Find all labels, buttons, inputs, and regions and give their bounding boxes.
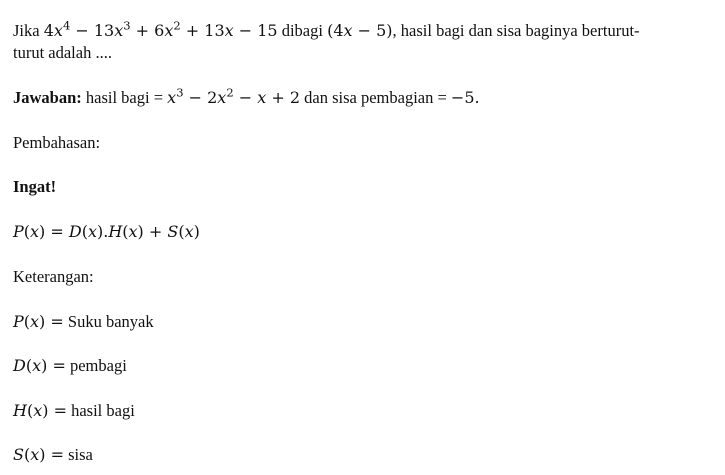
keterangan-heading: Keterangan: bbox=[13, 267, 94, 286]
answer-text-1: hasil bagi = bbox=[85, 88, 164, 107]
division-formula: P(x) = D(x).H(x) + S(x) bbox=[13, 222, 200, 241]
pembahasan-heading: Pembahasan: bbox=[13, 133, 101, 152]
question-line-2: turut adalah .... bbox=[13, 43, 112, 62]
definition-h: H(x) = hasil bagi bbox=[13, 401, 135, 420]
question-line-1 bbox=[13, 20, 717, 42]
question-mid: dibagi bbox=[281, 21, 323, 40]
definition-text: sisa bbox=[68, 445, 93, 464]
answer-line bbox=[13, 87, 717, 109]
dividend-polynomial: $4x^4 - 13x^3 + 6x^2 + 13x - 15$ bbox=[43, 18, 278, 40]
divisor: (4x − 5) bbox=[327, 21, 393, 40]
answer-label: Jawaban: bbox=[13, 88, 82, 107]
definition-d: D(x) = pembagi bbox=[13, 356, 127, 375]
quotient-polynomial: $x^3 - 2x^2 - x + 2$ bbox=[167, 85, 301, 107]
definition-p: P(x) = Suku banyak bbox=[13, 312, 154, 331]
definition-text: Suku banyak bbox=[67, 312, 154, 331]
definition-text: pembagi bbox=[69, 356, 127, 375]
question-prefix: Jika bbox=[13, 21, 40, 40]
ingat-heading bbox=[13, 176, 717, 198]
ingat-label: Ingat! bbox=[13, 177, 57, 196]
answer-text-2: dan sisa pembagian = bbox=[304, 88, 447, 107]
definition-s: S(x) = sisa bbox=[13, 445, 93, 464]
question-suffix: , hasil bagi dan sisa baginya berturut- bbox=[392, 21, 640, 40]
definition-text: hasil bagi bbox=[71, 401, 135, 420]
remainder-value: −5. bbox=[450, 88, 480, 107]
